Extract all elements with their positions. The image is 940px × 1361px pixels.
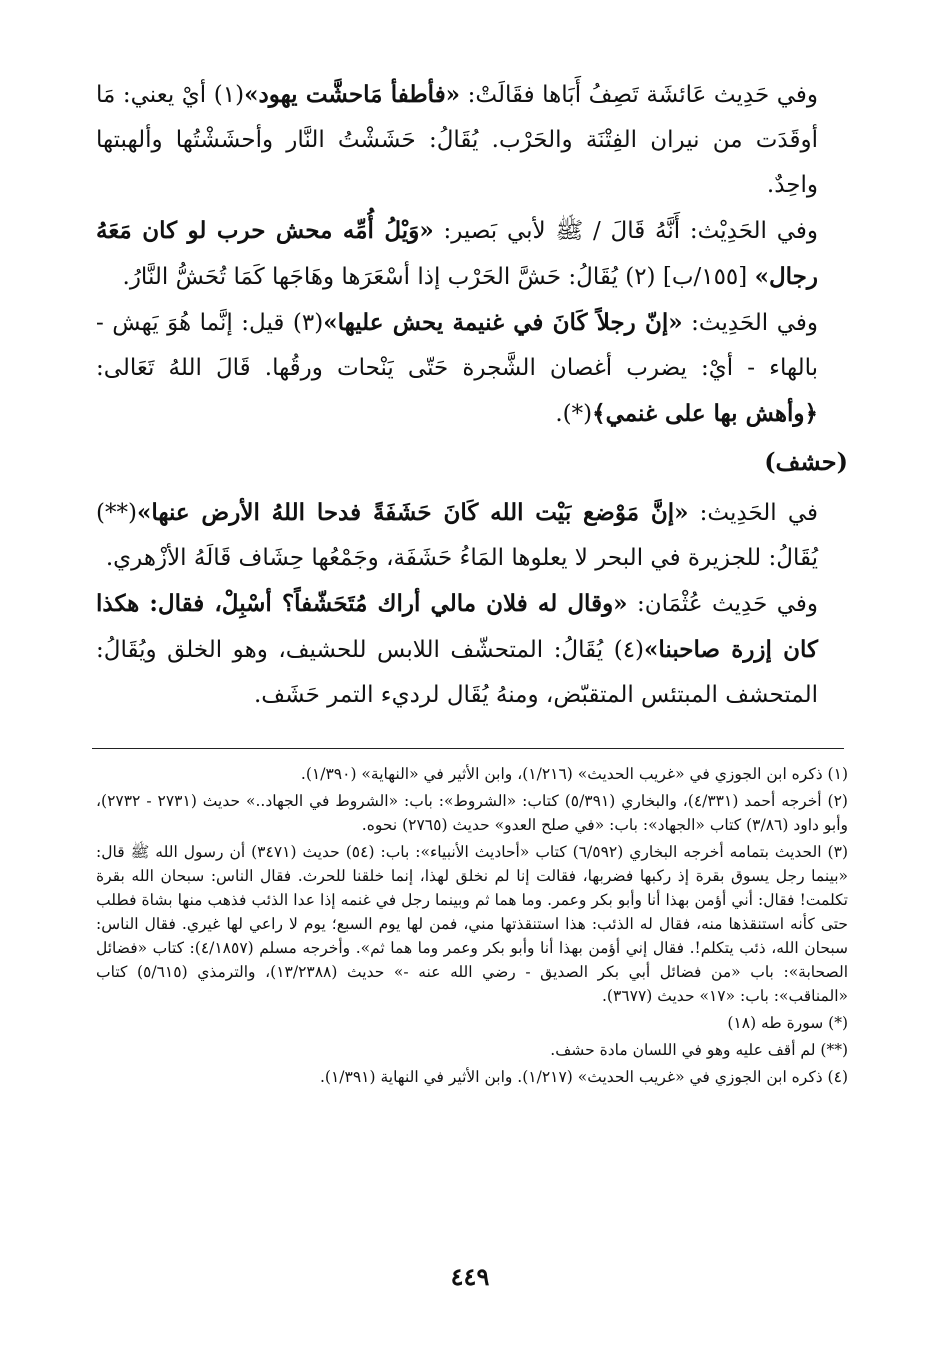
footnote-star: (*) سورة طه (١٨) bbox=[727, 1014, 848, 1032]
entry-heading: (حشف) bbox=[764, 447, 848, 476]
paragraph-tail: (*). bbox=[555, 401, 593, 427]
paragraph-hashafa bbox=[96, 490, 848, 581]
page-number: ٤٤٩ bbox=[450, 1262, 490, 1291]
paragraph-aisha bbox=[96, 72, 848, 208]
paragraph-intro: وفي الحَدِيْث: أَنَّهُ قَالَ / ﷺ لأبي بَصير: bbox=[433, 218, 818, 244]
hadith-quote: «وقال له فلان مالي أراك مُتَحَشّفاً؟ أسْبِلْ، فقال: هكذا كان إزرة صاحبنا» bbox=[96, 590, 818, 663]
footnote-double-star: (**) لم أقف عليه وهو في اللسان مادة حشف. bbox=[550, 1041, 848, 1059]
hadith-quote: «وَيْلُ أُمِّه محش حرب لو كان مَعَهُ رجال» bbox=[96, 217, 818, 290]
hadith-quote: «إنَّ مَوْضع بَيْت الله كَانَ حَشَفَةً فدحا اللهُ الأرض عنها» bbox=[136, 499, 689, 526]
paragraph-intro: وفي حَدِيث عَائشَة تَصِفُ أَبَاها فقَالَتْ: bbox=[460, 82, 819, 108]
paragraph-intro: وفي حَدِيث عُثْمَان: bbox=[627, 591, 818, 617]
footnote-2: (٢) أخرجه أحمد (٤/٣٣١)، والبخاري (٥/٣٩١) كتاب: «الشروط»: باب: «الشروط في الجهاد..» حديث (٢٧٣١ - ٢٧٣٢)، وأبو داود (٣/٨٦) كتاب «الجهاد»: باب: «في صلح العدو» حديث (٢٧٦٥) نحوه. bbox=[96, 792, 848, 834]
footnote-3: (٣) الحديث بتمامه أخرجه البخاري (٦/٥٩٢) كتاب «أحاديث الأنبياء»: باب: (٥٤) حديث (٣٤٧١) أن رسول الله ﷺ قال: «بينما رجل يسوق بقرة إذ ركبها فضربها، فقالت إنا لم نخلق لهذا، إنما خلقنا للحرث. فقال الناس: سبحان الله بقرة تكلمت! فقال: أني أؤمن بهذا أنا وأبو بكر وعمر. وما هما ثم وبينما رجل في غنمه إذا عدا الذئب فذهب منها بشاة فطلب حتى كأنه استنقذها منه، فقال له الذئب: هذا استنقذتها مني، فمن لها يوم السبع؛ يوم لا راعي لها غيري. فقال الناس: سبحان الله، ذئب يتكلم!. فقال إني أؤمن بهذا أنا وأبو بكر وعمر وما هما ثم». وأخرجه مسلم (٤/١٨٥٧): كتاب «فضائل الصحابة»: باب «من فضائل أبي بكر الصديق - رضي الله عنه -» حديث (١٣/٢٣٨٨)، والترمذي (٥/٦١٥) كتاب «المناقب»: باب: «١٧» حديث (٣٦٧٧). bbox=[96, 843, 848, 1005]
footnote-separator bbox=[92, 748, 844, 749]
footnotes bbox=[96, 762, 848, 1092]
paragraph-body: (٣) قيل: إنَّما هُوَ يَهش - بالهاء - أيْ: يضرب أغصان الشَّجرة حَتّى يَنْحات ورقُها. قَالَ اللهُ تَعَالى: bbox=[96, 310, 818, 381]
quran-verse: ﴿وأهش بها على غنمي﴾ bbox=[592, 400, 818, 427]
footnote-4: (٤) ذكره ابن الجوزي في «غريب الحديث» (١/٢١٧). وابن الأثير في النهاية (١/٣٩١). bbox=[319, 1068, 848, 1086]
manuscript-folio-marker: [١٥٥/ب] bbox=[655, 264, 755, 290]
main-text bbox=[96, 72, 848, 718]
paragraph-abu-basir bbox=[96, 208, 848, 300]
paragraph-intro: وفي الحَدِيث: bbox=[682, 310, 818, 336]
paragraph-body: (١) أيْ يعني: مَا أوقَدَت من نيران الفِتْنَة والحَرْب. يُقَالُ: حَشَشْتُ النَّار وأحشَشْتُها وألهبتها واحِدٌ. bbox=[96, 82, 818, 198]
paragraph-body: (٢) يُقَالُ: حَشَّ الحَرْب إذا أسْعَرَها وهَاجَها كَمَا تُحَشُّ النَّارُ. bbox=[122, 264, 656, 290]
hadith-quote: «إنّ رجلاً كَانَ في غنيمة يحش عليها» bbox=[323, 309, 683, 336]
paragraph-uthman bbox=[96, 581, 848, 718]
paragraph-body: (**) يُقَالُ: للجزيرة في البحر لا يعلوها المَاءُ حَشَفَة، وجَمْعُها حِشَاف قَالَهُ الأزْهري. bbox=[96, 500, 818, 571]
paragraph-intro: في الحَدِيث: bbox=[688, 500, 818, 526]
paragraph-body: (٤) يُقَالُ: المتحشّف اللابس للحشيف، وهو الخلق ويُقَالُ: المتحشف المبتئس المتقبّض، ومنهُ يُقَال لرديء التمر حَشَف. bbox=[96, 637, 818, 708]
paragraph-ghanima bbox=[96, 300, 848, 437]
hadith-quote: «فأطفأ مَاحشَّت يهود» bbox=[244, 81, 461, 108]
footnote-1: (١) ذكره ابن الجوزي في «غريب الحديث» (١/٢١٦)، وابن الأثير في «النهاية» (١/٣٩٠). bbox=[300, 765, 848, 783]
